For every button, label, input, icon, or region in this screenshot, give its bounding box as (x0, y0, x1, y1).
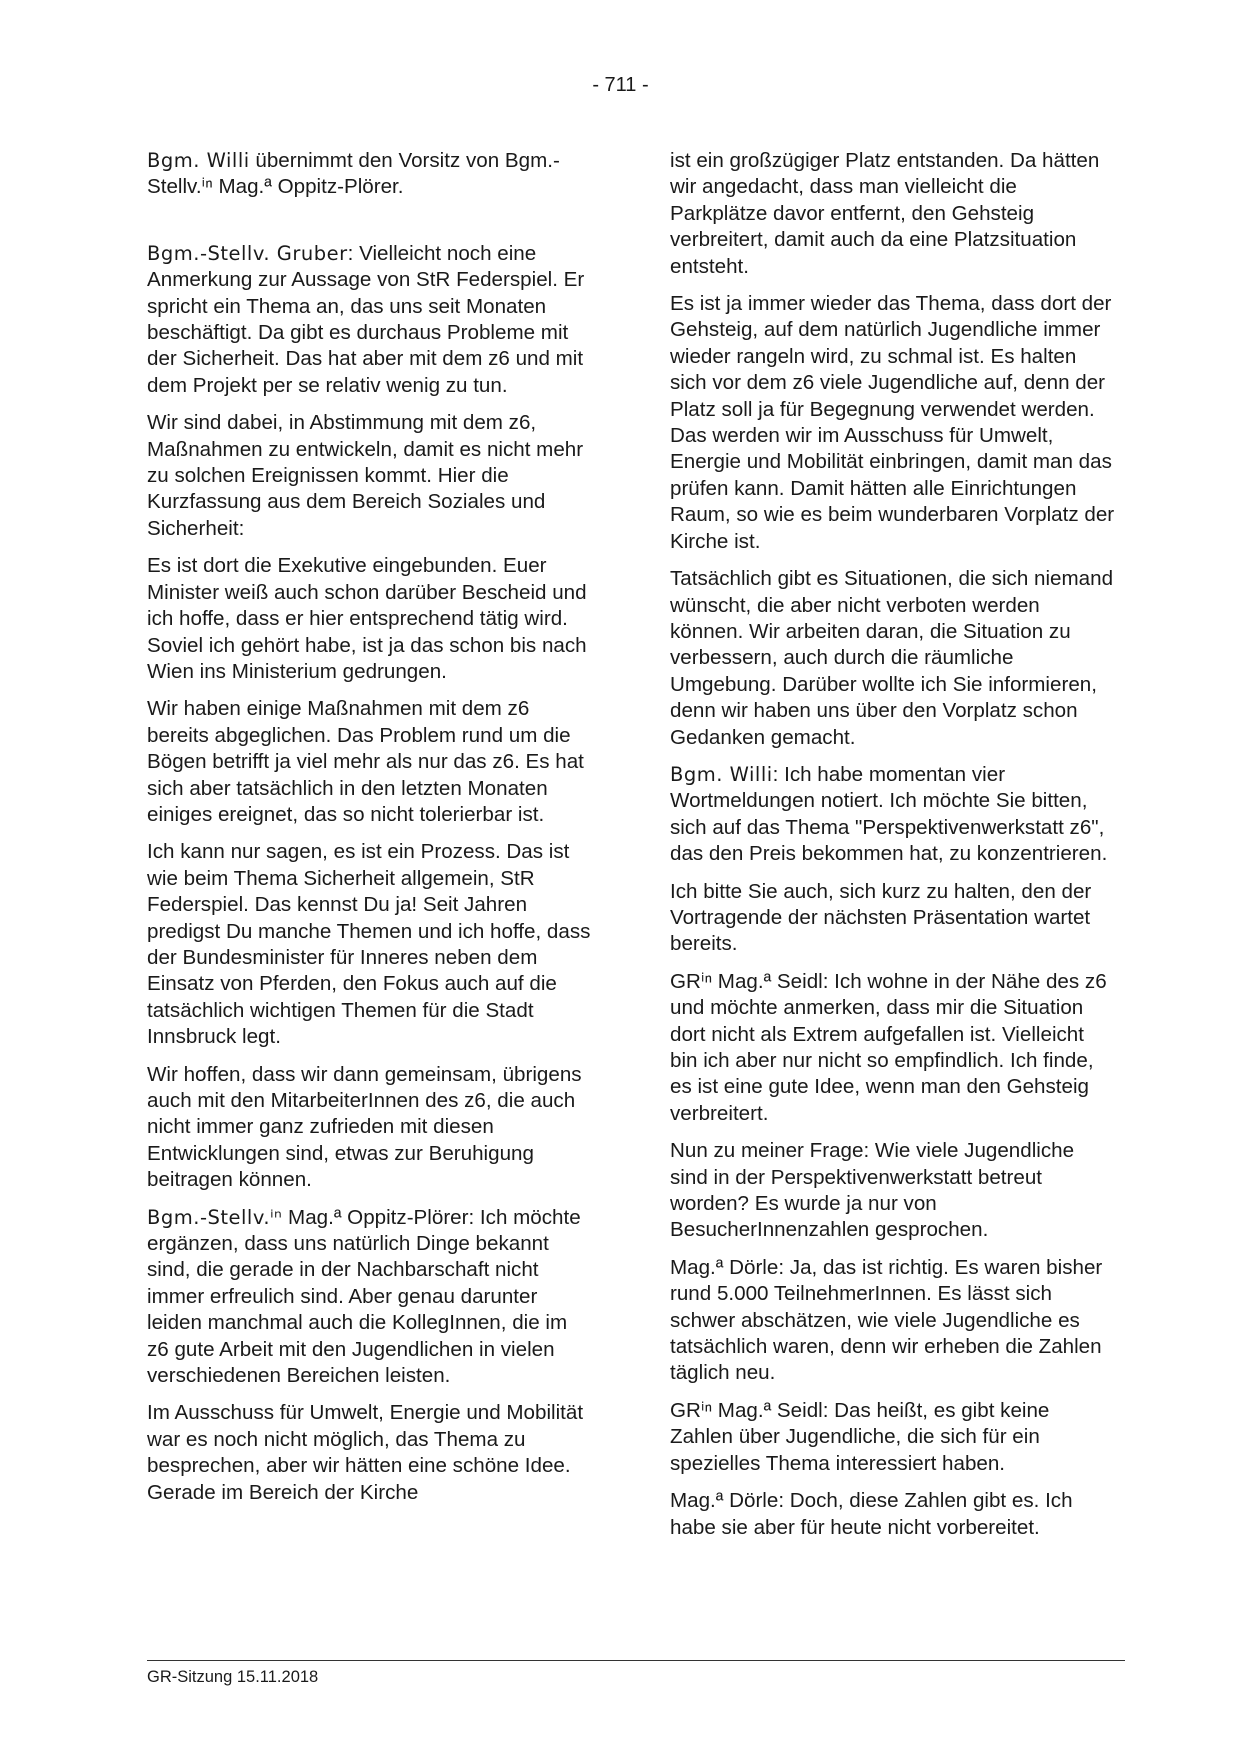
paragraph (147, 1400, 592, 1506)
paragraph-text: ist ein großzügiger Platz entstanden. Da hätten wir angedacht, dass man vielleicht die Parkplätze davor entfernt, den Gehsteig verbreitert, damit auch da eine Platzsituation entsteht. (670, 149, 1100, 278)
speaker-name: Bgm. Willi (147, 149, 250, 172)
speaker-name: Bgm.-Stellv. Gruber (147, 241, 348, 265)
paragraph-text: Wir haben einige Maßnahmen mit dem z6 bereits abgeglichen. Das Problem rund um die Bögen betrifft ja viel mehr als nur das z6. Es hat sich aber tatsächlich in den letzten Monaten einiges ereignet, das so nicht tolerierbar ist. (147, 697, 584, 826)
paragraph-text: übernimmt den Vorsitz von Bgm.-Stellv.ⁱⁿ Mag.ª Oppitz-Plörer. (147, 149, 560, 199)
paragraph-text: Wir sind dabei, in Abstimmung mit dem z6, Maßnahmen zu entwickeln, damit es nicht mehr zu solchen Ereignissen kommt. Hier die Kurzfassung aus dem Bereich Soziales und Sicherheit: (147, 411, 584, 540)
paragraph-text: Nun zu meiner Frage: Wie viele Jugendliche sind in der Perspektivenwerkstatt betreut worden? Es wurde ja nur von BesucherInnenzahlen gesprochen. (670, 1139, 1075, 1242)
paragraph (670, 291, 1115, 555)
speaker-name: GRⁱⁿ Mag.ª Seidl (670, 1398, 823, 1422)
paragraph-text: Ich kann nur sagen, es ist ein Prozess. Das ist wie beim Thema Sicherheit allgemein, StR Federspiel. Das kennst Du ja! Seit Jahren predigst Du manche Themen und ich hoffe, dass der Bundesminister für Inneres neben dem Einsatz von Pferden, den Fokus auch auf die tatsächlich wichtigen Themen für die Stadt Innsbruck legt. (147, 840, 591, 1049)
paragraph-text: Es ist ja immer wieder das Thema, dass dort der Gehsteig, auf dem natürlich Jugendliche immer wieder rangeln wird, zu schmal ist. Es halten sich vor dem z6 viele Jugendliche auf, denn der Platz soll ja für Begegnung verwendet werden. Das werden wir im Ausschuss für Umwelt, Energie und Mobilität einbringen, damit man das prüfen kann. Damit hätten alle Einrichtungen Raum, so wie es beim wunderbaren Vorplatz der Kirche ist. (670, 292, 1115, 553)
paragraph (147, 1205, 592, 1390)
paragraph (670, 762, 1115, 868)
paragraph (147, 241, 592, 399)
paragraph (670, 148, 1115, 280)
paragraph (147, 839, 592, 1050)
paragraph-text: Im Ausschuss für Umwelt, Energie und Mobilität war es noch nicht möglich, das Thema zu besprechen, aber wir hätten eine schöne Idee. Gerade im Bereich der Kirche (147, 1401, 584, 1504)
right-column (670, 148, 1115, 1552)
paragraph-text: Wir hoffen, dass wir dann gemeinsam, übrigens auch mit den MitarbeiterInnen des z6, die auch nicht immer ganz zufrieden mit diesen Entwicklungen sind, etwas zur Beruhigung beitragen können. (147, 1062, 582, 1192)
page-number: - 711 - (592, 74, 649, 96)
footer-divider (147, 1660, 1125, 1661)
paragraph-text: : Doch, diese Zahlen gibt es. Ich habe sie aber für heute nicht vorbereitet. (670, 1489, 1073, 1539)
paragraph (670, 1398, 1115, 1477)
paragraph (670, 969, 1115, 1127)
paragraph (147, 148, 592, 201)
paragraph-text: Tatsächlich gibt es Situationen, die sich niemand wünscht, die aber nicht verboten werden können. Wir arbeiten daran, die Situation zu verbessern, auch durch die räumliche Umgebung. Darüber wollte ich Sie informieren, denn wir haben uns über den Vorplatz schon Gedanken gemacht. (670, 567, 1114, 749)
paragraph-text: : Ja, das ist richtig. Es waren bisher rund 5.000 TeilnehmerInnen. Es lässt sich schwer abschätzen, wie viele Jugendliche es tatsächlich waren, denn wir erheben die Zahlen täglich neu. (670, 1255, 1103, 1385)
paragraph (147, 696, 592, 828)
paragraph-text: : Ich habe momentan vier Wortmeldungen notiert. Ich möchte Sie bitten, sich auf das Thema "Perspektivenwerkstatt z6", das den Preis bekommen hat, zu konzentrieren. (670, 762, 1108, 866)
paragraph (670, 1255, 1115, 1387)
paragraph (147, 1062, 592, 1194)
footer-session-date: GR-Sitzung 15.11.2018 (147, 1668, 319, 1686)
speaker-name: Mag.ª Dörle (670, 1255, 779, 1279)
speaker-name: GRⁱⁿ Mag.ª Seidl (670, 969, 823, 993)
left-column (147, 148, 592, 1517)
paragraph-text: Ich bitte Sie auch, sich kurz zu halten, den der Vortragende der nächsten Präsentation wartet bereits. (670, 879, 1092, 956)
paragraph-text: : Das heißt, es gibt keine Zahlen über Jugendliche, die sich für ein spezielles Thema interessiert haben. (670, 1398, 1050, 1475)
speaker-name: Mag.ª Dörle (670, 1489, 779, 1513)
paragraph-text: : Vielleicht noch eine Anmerkung zur Aussage von StR Federspiel. Er spricht ein Thema an, das uns seit Monaten beschäftigt. Da gibt es durchaus Probleme mit der Sicherheit. Das hat aber mit dem z6 und mit dem Projekt per se relativ wenig zu tun. (147, 241, 585, 397)
paragraph (670, 1488, 1115, 1541)
paragraph (147, 553, 592, 685)
paragraph (670, 566, 1115, 751)
paragraph-text: Mag.ª Oppitz-Plörer: Ich möchte ergänzen, dass uns natürlich Dinge bekannt sind, die gerade in der Nachbarschaft nicht immer erfreulich sind. Aber genau darunter leiden manchmal auch die KollegInnen, die im z6 gute Arbeit mit den Jugendlichen in vielen verschiedenen Bereichen leisten. (147, 1205, 581, 1388)
speaker-name: Bgm.-Stellv.ⁱⁿ (147, 1205, 283, 1229)
paragraph (147, 410, 592, 542)
paragraph-text: : Ich wohne in der Nähe des z6 und möchte anmerken, dass mir die Situation dort nicht als Extrem aufgefallen ist. Vielleicht bin ich aber nur nicht so empfindlich. Ich finde, es ist eine gute Idee, wenn man den Gehsteig verbreitert. (670, 969, 1107, 1125)
paragraph (670, 879, 1115, 958)
speaker-name: Bgm. Willi (670, 762, 773, 786)
paragraph-text: Es ist dort die Exekutive eingebunden. Euer Minister weiß auch schon darüber Bescheid und ich hoffe, dass er hier entsprechend tätig wird. Soviel ich gehört habe, ist ja das schon bis nach Wien ins Ministerium gedrungen. (147, 554, 587, 683)
paragraph (670, 1138, 1115, 1244)
